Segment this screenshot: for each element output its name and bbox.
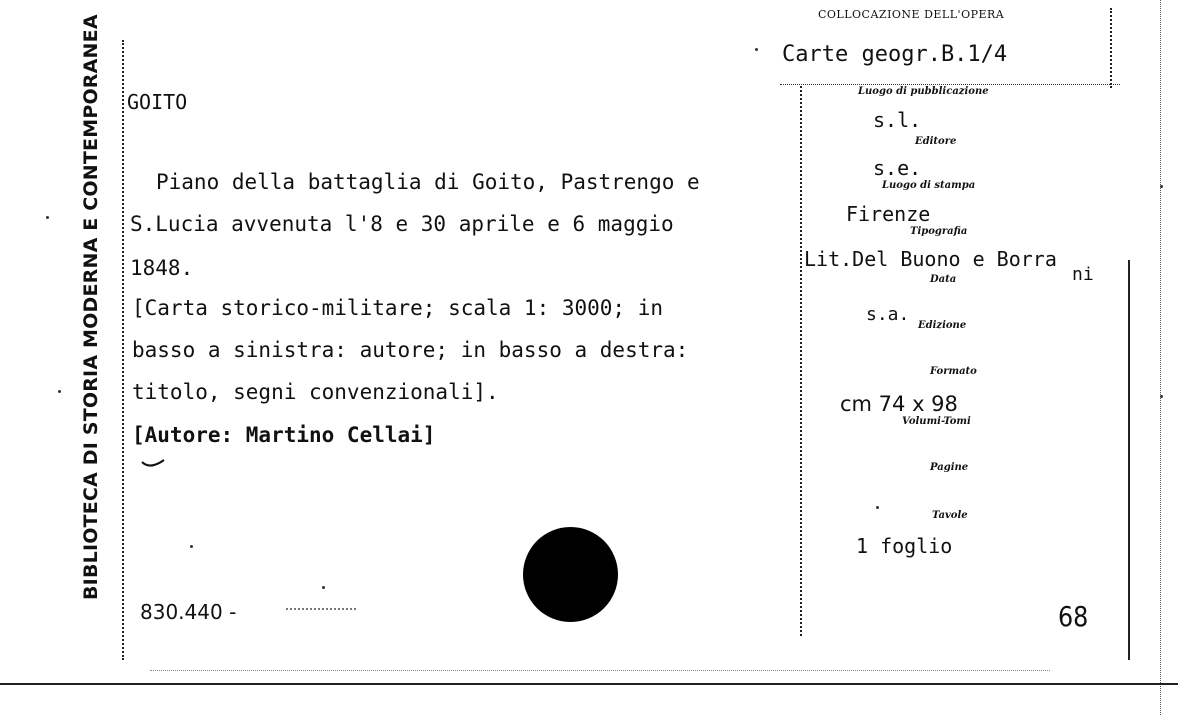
formato-label: Formato [930, 366, 977, 377]
volumi-label: Volumi-Tomi [902, 416, 971, 427]
speck [1160, 395, 1163, 398]
luogo-stampa-value: Firenze [846, 202, 931, 226]
description-line: [Carta storico-militare; scala 1: 3000; in [132, 296, 664, 320]
editore-label: Editore [915, 136, 957, 147]
formato-value: cm 74 x 98 [840, 392, 958, 416]
speck [46, 216, 49, 219]
pagine-label: Pagine [930, 462, 969, 473]
description-line: S.Lucia avvenuta l'8 e 30 aprile e 6 maggio [130, 212, 674, 236]
speck [755, 48, 758, 51]
bottom-dotted-line [150, 670, 1050, 671]
speck [322, 586, 325, 589]
tavole-value: 1 foglio [856, 534, 953, 558]
punch-hole [523, 527, 618, 622]
data-value: s.a. [866, 304, 910, 325]
speck [1160, 185, 1163, 188]
left-margin-line [122, 40, 124, 660]
main-entry: GOITO [127, 90, 188, 114]
bottom-edge-line [0, 683, 1178, 685]
handwritten-mark [140, 452, 170, 472]
author-line: [Autore: Martino Cellai] [132, 423, 436, 447]
description-line: Piano della battaglia di Goito, Pastrengo e [156, 170, 700, 194]
card-number: 68 [1058, 600, 1089, 633]
description-line: basso a sinistra: autore; in basso a destra: [132, 338, 689, 362]
tavole-label: Tavole [932, 510, 968, 521]
tipografia-cont: ni [1072, 264, 1094, 285]
luogo-pubblicazione-value: s.l. [873, 108, 922, 132]
speck [876, 506, 879, 509]
data-label: Data [930, 274, 957, 285]
speck [58, 390, 61, 393]
description-line: titolo, segni convenzionali]. [132, 380, 499, 404]
far-right-edge [1160, 0, 1161, 715]
luogo-pubblicazione-label: Luogo di pubblicazione [858, 86, 989, 97]
luogo-stampa-label: Luogo di stampa [882, 180, 976, 191]
description-line: 1848. [130, 256, 194, 280]
edizione-label: Edizione [918, 320, 967, 331]
tipografia-label: Tipografia [910, 226, 968, 237]
right-column-edge [1128, 260, 1130, 660]
editore-value: s.e. [873, 156, 922, 180]
right-column-divider [800, 86, 802, 636]
location-header: COLLOCAZIONE DELL'OPERA [818, 8, 1005, 21]
faded-text [286, 608, 356, 618]
shelfmark: Carte geogr.B.1/4 [782, 42, 1008, 67]
tipografia-value: Lit.Del Buono e Borra [804, 247, 1057, 271]
inventory-number: 830.440 - [140, 600, 237, 624]
shelfmark-rule [780, 84, 1120, 85]
institution-label: BIBLIOTECA DI STORIA MODERNA E CONTEMPORANEA [80, 14, 102, 600]
speck [190, 545, 193, 548]
card-right-edge [1110, 8, 1112, 88]
